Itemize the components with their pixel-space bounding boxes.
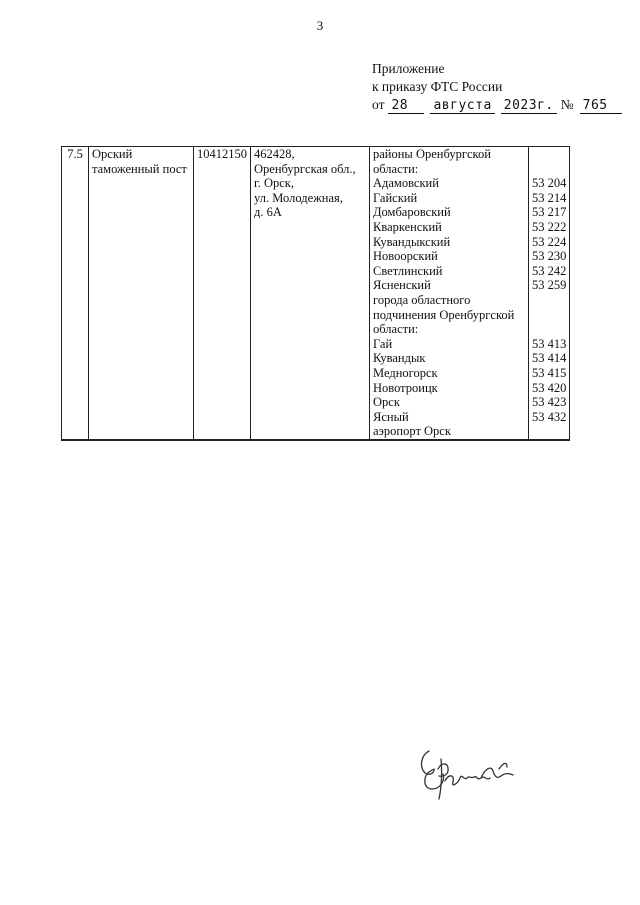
territory-code: 53 420	[532, 380, 567, 395]
header-line-order: к приказу ФТС России	[372, 79, 503, 94]
address-cell	[251, 147, 370, 440]
table-row	[62, 147, 570, 440]
territory-name: области:	[373, 322, 419, 337]
territory-codes-cell	[529, 147, 570, 440]
territory-code: 53 204	[532, 176, 567, 191]
territory-name: Кваркенский	[373, 219, 442, 234]
address-line: г. Орск,	[254, 176, 294, 191]
territory-name: города областного	[373, 292, 471, 307]
post-name-cell	[89, 147, 194, 440]
row-index	[62, 147, 89, 440]
territory-name: Ясненский	[373, 278, 431, 293]
territory-name: Новоорский	[373, 249, 438, 264]
order-date-day: 28	[388, 98, 424, 114]
territory-name: Ясный	[373, 409, 409, 424]
territory-name: области:	[373, 161, 419, 176]
territory-code: 53 222	[532, 219, 567, 234]
territory-code	[532, 147, 566, 162]
territory-code: 53 423	[532, 395, 567, 410]
territory-code	[532, 162, 566, 177]
address-line: 462428,	[254, 147, 295, 161]
territory-code: 53 259	[532, 278, 567, 293]
order-date-year: 2023г.	[501, 98, 557, 114]
territory-name: Кувандык	[373, 351, 426, 366]
post-name-line: таможенный пост	[92, 161, 187, 176]
address-line: ул. Молодежная,	[254, 190, 343, 205]
territory-name: Гай	[373, 336, 393, 351]
post-code: 10412150	[197, 147, 247, 161]
address-line: д. 6А	[254, 205, 282, 220]
territory-name: подчинения Оренбургской	[373, 307, 515, 322]
territory-name: Новотроицк	[373, 380, 438, 395]
header-prefix-ot: от	[372, 97, 385, 112]
territory-name: Орск	[373, 395, 400, 410]
post-name-line: Орский	[92, 147, 133, 161]
territory-code: 53 432	[532, 409, 567, 424]
territory-code: 53 415	[532, 365, 567, 380]
order-header	[372, 60, 622, 114]
order-date-month: августа	[430, 98, 494, 114]
territory-names-cell	[370, 147, 529, 440]
territory-name: Гайский	[373, 190, 418, 205]
territory-code: 53 224	[532, 234, 567, 249]
territory-code	[532, 424, 566, 439]
territory-code: 53 230	[532, 249, 567, 264]
territory-code: 53 217	[532, 205, 567, 220]
territory-code	[532, 293, 566, 308]
header-line-appendix: Приложение	[372, 61, 445, 76]
territory-name: Кувандыкский	[373, 234, 451, 249]
page-number: 3	[316, 18, 324, 33]
territory-name: аэропорт Орск	[373, 424, 451, 439]
territory-name: Домбаровский	[373, 205, 451, 220]
header-date-line	[372, 96, 622, 114]
territory-code	[532, 322, 566, 337]
territory-code: 53 242	[532, 263, 567, 278]
territory-code: 53 413	[532, 336, 567, 351]
row-index-text: 7.5	[67, 147, 83, 161]
number-sign: №	[560, 97, 574, 112]
address-line: Оренбургская обл.,	[254, 161, 356, 176]
post-code-cell	[194, 147, 251, 440]
territory-name: Адамовский	[373, 176, 439, 191]
territory-code: 53 214	[532, 190, 567, 205]
territory-name: Медногорск	[373, 365, 438, 380]
order-number: 765	[580, 98, 622, 114]
territory-name: Светлинский	[373, 263, 443, 278]
customs-post-table	[61, 146, 570, 441]
territory-code: 53 414	[532, 351, 567, 366]
territory-code	[532, 308, 566, 323]
territory-name: районы Оренбургской	[373, 147, 491, 161]
signature	[415, 745, 525, 805]
